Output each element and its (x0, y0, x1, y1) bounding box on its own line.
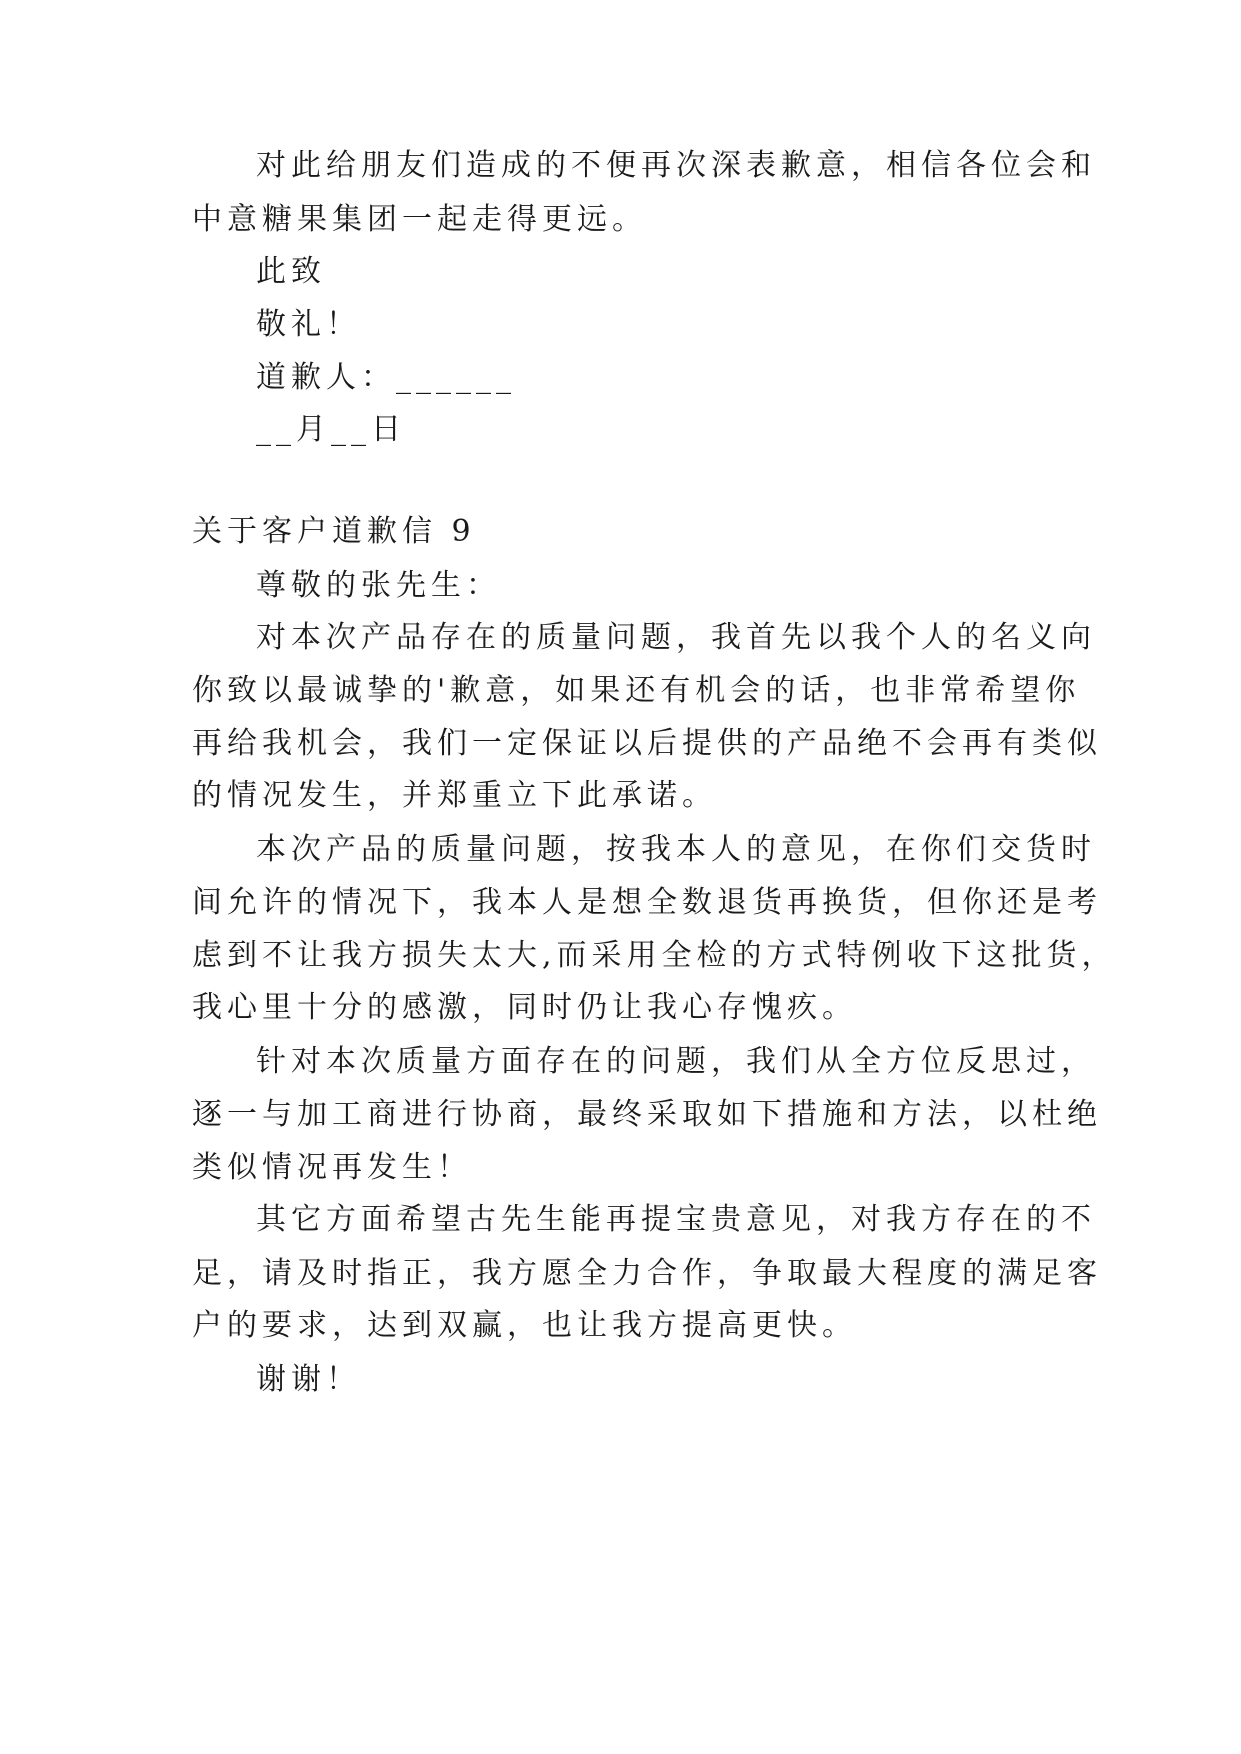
paragraph-3-line-3: 类似情况再发生！ (192, 1150, 472, 1185)
paragraph-2-line-1: 本次产品的质量问题，按我本人的意见，在你们交货时 (256, 832, 1096, 867)
section-title: 关于客户道歉信 9 (192, 514, 476, 549)
paragraph-1-line-1: 对本次产品存在的质量问题，我首先以我个人的名义向 (256, 620, 1096, 655)
paragraph-1-line-2: 你致以最诚挚的'歉意，如果还有机会的话，也非常希望你 (192, 673, 1081, 708)
paragraph-4-line-2: 足，请及时指正，我方愿全力合作，争取最大程度的满足客 (192, 1256, 1102, 1291)
paragraph-3-line-2: 逐一与加工商进行协商，最终采取如下措施和方法，以杜绝 (192, 1097, 1102, 1132)
intro-line-1: 对此给朋友们造成的不便再次深表歉意，相信各位会和 (256, 148, 1096, 183)
date-line: __月__日 (256, 412, 406, 447)
paragraph-2-line-4: 我心里十分的感激，同时仍让我心存愧疚。 (192, 990, 857, 1025)
closing-greeting: 此致 (256, 254, 326, 289)
paragraph-1-line-3: 再给我机会，我们一定保证以后提供的产品绝不会再有类似 (192, 726, 1102, 761)
signer-line: 道歉人：______ (256, 360, 516, 395)
intro-line-2: 中意糖果集团一起走得更远。 (192, 202, 647, 237)
paragraph-3-line-1: 针对本次质量方面存在的问题，我们从全方位反思过， (256, 1044, 1096, 1079)
paragraph-1-line-4: 的情况发生，并郑重立下此承诺。 (192, 778, 717, 813)
closing-salute: 敬礼！ (256, 307, 361, 342)
paragraph-4-line-3: 户的要求，达到双赢，也让我方提高更快。 (192, 1308, 857, 1343)
paragraph-2-line-2: 间允许的情况下，我本人是想全数退货再换货，但你还是考 (192, 885, 1102, 920)
paragraph-4-line-1: 其它方面希望古先生能再提宝贵意见，对我方存在的不 (256, 1202, 1096, 1237)
thanks-line: 谢谢！ (256, 1362, 361, 1397)
salutation: 尊敬的张先生： (256, 568, 501, 603)
paragraph-2-line-3: 虑到不让我方损失太大,而采用全检的方式特例收下这批货， (192, 938, 1117, 973)
